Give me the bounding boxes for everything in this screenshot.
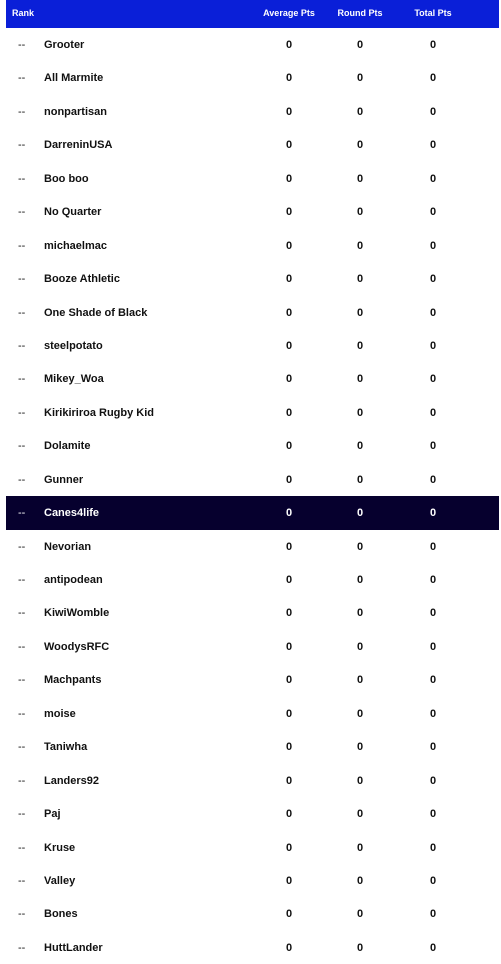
- average-pts-cell: 0: [285, 774, 293, 787]
- team-name-cell[interactable]: nonpartisan: [44, 105, 107, 118]
- table-row[interactable]: [6, 195, 499, 228]
- round-pts-cell: 0: [356, 339, 364, 352]
- rank-cell: --: [18, 574, 26, 586]
- round-pts-cell: 0: [356, 574, 364, 586]
- total-pts-cell: 0: [429, 774, 437, 787]
- rank-cell: --: [18, 640, 26, 653]
- table-row[interactable]: [6, 831, 499, 864]
- round-pts-cell: 0: [356, 39, 364, 51]
- team-name-cell[interactable]: Booze Athletic: [44, 273, 120, 286]
- total-pts-cell: 0: [429, 373, 437, 386]
- average-pts-cell: 0: [285, 373, 293, 386]
- rank-cell: --: [18, 941, 26, 954]
- round-pts-cell: 0: [356, 941, 364, 954]
- total-pts-cell: 0: [429, 440, 437, 453]
- table-row[interactable]: [6, 596, 499, 629]
- table-header: [6, 0, 499, 28]
- average-pts-cell: 0: [285, 473, 293, 486]
- round-pts-cell: 0: [356, 206, 364, 219]
- average-pts-cell: 0: [285, 574, 293, 586]
- table-row[interactable]: [6, 362, 499, 395]
- rank-cell: --: [18, 72, 26, 85]
- table-row[interactable]: [6, 730, 499, 763]
- average-pts-cell: 0: [285, 874, 293, 887]
- rank-cell: --: [18, 306, 26, 319]
- round-pts-cell: 0: [356, 607, 364, 620]
- table-row[interactable]: [6, 128, 499, 161]
- round-pts-cell: 0: [356, 440, 364, 453]
- rank-cell: --: [18, 172, 26, 185]
- team-name-cell[interactable]: One Shade of Black: [44, 306, 148, 319]
- table-row[interactable]: [6, 764, 499, 797]
- average-pts-cell: 0: [285, 941, 293, 954]
- round-pts-cell: 0: [356, 239, 364, 252]
- round-pts-cell: 0: [356, 741, 364, 754]
- total-pts-cell: 0: [429, 339, 437, 352]
- total-pts-cell: 0: [429, 206, 437, 219]
- table-row[interactable]: [6, 496, 499, 529]
- team-name-cell[interactable]: steelpotato: [44, 339, 103, 352]
- team-name-cell[interactable]: All Marmite: [44, 72, 104, 85]
- rank-cell: --: [18, 540, 26, 553]
- table-row[interactable]: [6, 697, 499, 730]
- rank-cell: --: [18, 273, 26, 286]
- average-pts-cell: 0: [285, 674, 293, 687]
- table-row[interactable]: [6, 897, 499, 930]
- leaderboard-table: [6, 0, 499, 964]
- rank-cell: --: [18, 908, 26, 921]
- total-pts-cell: 0: [429, 507, 437, 520]
- rank-cell: --: [18, 841, 26, 854]
- average-pts-cell: 0: [285, 908, 293, 921]
- table-row[interactable]: [6, 630, 499, 663]
- team-name-cell[interactable]: Kruse: [44, 841, 76, 854]
- average-pts-cell: 0: [285, 306, 293, 319]
- table-row[interactable]: [6, 229, 499, 262]
- average-pts-cell: 0: [285, 440, 293, 453]
- team-name-cell[interactable]: Dolamite: [44, 440, 91, 453]
- average-pts-cell: 0: [285, 507, 293, 520]
- team-name-cell[interactable]: Taniwha: [44, 741, 88, 754]
- average-pts-cell: 0: [285, 39, 293, 51]
- average-pts-cell: 0: [285, 72, 293, 85]
- team-name-cell[interactable]: Bones: [44, 908, 78, 921]
- team-name-cell[interactable]: WoodysRFC: [44, 640, 110, 653]
- rank-cell: --: [18, 39, 26, 51]
- team-name-cell[interactable]: Landers92: [44, 774, 100, 787]
- rank-cell: --: [18, 874, 26, 887]
- rank-cell: --: [18, 406, 26, 419]
- rank-cell: --: [18, 139, 26, 152]
- average-pts-cell: 0: [285, 406, 293, 419]
- table-row[interactable]: [6, 28, 499, 61]
- round-pts-cell: 0: [356, 908, 364, 921]
- average-pts-cell: 0: [285, 808, 293, 821]
- table-row[interactable]: [6, 396, 499, 429]
- table-row[interactable]: [6, 563, 499, 596]
- rank-cell: --: [18, 373, 26, 386]
- team-name-cell[interactable]: moise: [44, 707, 76, 720]
- rank-cell: --: [18, 507, 26, 520]
- total-pts-cell: 0: [429, 607, 437, 620]
- rank-cell: --: [18, 774, 26, 787]
- team-name-cell[interactable]: Gunner: [44, 473, 84, 486]
- rank-cell: --: [18, 808, 26, 821]
- team-name-cell[interactable]: michaelmac: [44, 239, 107, 252]
- total-pts-cell: 0: [429, 941, 437, 954]
- rank-cell: --: [18, 239, 26, 252]
- team-name-cell[interactable]: No Quarter: [44, 206, 102, 219]
- total-pts-cell: 0: [429, 172, 437, 185]
- rank-cell: --: [18, 440, 26, 453]
- average-pts-cell: 0: [285, 273, 293, 286]
- average-pts-cell: 0: [285, 640, 293, 653]
- table-row[interactable]: [6, 329, 499, 362]
- round-pts-column-header[interactable]: Round Pts: [337, 8, 383, 18]
- table-row[interactable]: [6, 797, 499, 830]
- team-name-cell[interactable]: Machpants: [44, 674, 102, 687]
- round-pts-cell: 0: [356, 507, 364, 520]
- total-pts-cell: 0: [429, 105, 437, 118]
- table-row[interactable]: [6, 530, 499, 563]
- round-pts-cell: 0: [356, 373, 364, 386]
- average-pts-cell: 0: [285, 105, 293, 118]
- total-pts-cell: 0: [429, 674, 437, 687]
- average-pts-cell: 0: [285, 707, 293, 720]
- table-row[interactable]: [6, 296, 499, 329]
- table-row[interactable]: [6, 429, 499, 462]
- team-name-cell[interactable]: Canes4life: [44, 507, 100, 520]
- average-pts-cell: 0: [285, 206, 293, 219]
- team-name-cell[interactable]: Paj: [44, 808, 61, 821]
- rank-cell: --: [18, 741, 26, 754]
- team-name-cell[interactable]: DarreninUSA: [44, 139, 113, 152]
- average-pts-cell: 0: [285, 540, 293, 553]
- round-pts-cell: 0: [356, 540, 364, 553]
- team-name-cell[interactable]: HuttLander: [44, 941, 103, 954]
- average-pts-cell: 0: [285, 607, 293, 620]
- total-pts-cell: 0: [429, 841, 437, 854]
- team-name-cell[interactable]: Kirikiriroa Rugby Kid: [44, 406, 155, 419]
- team-name-cell[interactable]: Mikey_Woa: [44, 373, 104, 386]
- rank-cell: --: [18, 707, 26, 720]
- round-pts-cell: 0: [356, 306, 364, 319]
- team-name-cell[interactable]: Nevorian: [44, 540, 92, 553]
- table-row[interactable]: [6, 95, 499, 128]
- table-body: [6, 28, 499, 964]
- total-pts-cell: 0: [429, 406, 437, 419]
- round-pts-cell: 0: [356, 406, 364, 419]
- total-pts-cell: 0: [429, 540, 437, 553]
- average-pts-column-header[interactable]: Average Pts: [263, 8, 315, 18]
- round-pts-cell: 0: [356, 674, 364, 687]
- round-pts-cell: 0: [356, 874, 364, 887]
- table-row[interactable]: [6, 463, 499, 496]
- round-pts-cell: 0: [356, 105, 364, 118]
- round-pts-cell: 0: [356, 640, 364, 653]
- team-name-cell[interactable]: KiwiWomble: [44, 607, 110, 620]
- round-pts-cell: 0: [356, 72, 364, 85]
- rank-cell: --: [18, 473, 26, 486]
- total-pts-cell: 0: [429, 908, 437, 921]
- table-row[interactable]: [6, 162, 499, 195]
- team-name-cell[interactable]: Boo boo: [44, 172, 89, 185]
- total-pts-cell: 0: [429, 273, 437, 286]
- total-pts-cell: 0: [429, 808, 437, 821]
- average-pts-cell: 0: [285, 741, 293, 754]
- average-pts-cell: 0: [285, 339, 293, 352]
- team-name-cell[interactable]: antipodean: [44, 574, 103, 586]
- table-row[interactable]: [6, 864, 499, 897]
- table-row[interactable]: [6, 931, 499, 964]
- team-name-cell[interactable]: Grooter: [44, 39, 85, 51]
- rank-cell: --: [18, 105, 26, 118]
- total-pts-cell: 0: [429, 306, 437, 319]
- total-pts-cell: 0: [429, 72, 437, 85]
- round-pts-cell: 0: [356, 774, 364, 787]
- total-pts-cell: 0: [429, 574, 437, 586]
- round-pts-cell: 0: [356, 139, 364, 152]
- rank-cell: --: [18, 206, 26, 219]
- average-pts-cell: 0: [285, 139, 293, 152]
- total-pts-cell: 0: [429, 39, 437, 51]
- round-pts-cell: 0: [356, 172, 364, 185]
- rank-cell: --: [18, 607, 26, 620]
- total-pts-cell: 0: [429, 741, 437, 754]
- rank-cell: --: [18, 674, 26, 687]
- total-pts-cell: 0: [429, 473, 437, 486]
- table-row[interactable]: [6, 262, 499, 295]
- total-pts-cell: 0: [429, 139, 437, 152]
- total-pts-cell: 0: [429, 874, 437, 887]
- team-name-cell[interactable]: Valley: [44, 874, 76, 887]
- table-row[interactable]: [6, 663, 499, 696]
- total-pts-cell: 0: [429, 640, 437, 653]
- round-pts-cell: 0: [356, 473, 364, 486]
- average-pts-cell: 0: [285, 239, 293, 252]
- rank-column-header[interactable]: Rank: [12, 8, 35, 18]
- total-pts-cell: 0: [429, 239, 437, 252]
- average-pts-cell: 0: [285, 841, 293, 854]
- total-pts-cell: 0: [429, 707, 437, 720]
- round-pts-cell: 0: [356, 707, 364, 720]
- round-pts-cell: 0: [356, 841, 364, 854]
- average-pts-cell: 0: [285, 172, 293, 185]
- round-pts-cell: 0: [356, 273, 364, 286]
- rank-cell: --: [18, 339, 26, 352]
- total-pts-column-header[interactable]: Total Pts: [414, 8, 452, 18]
- table-row[interactable]: [6, 61, 499, 94]
- round-pts-cell: 0: [356, 808, 364, 821]
